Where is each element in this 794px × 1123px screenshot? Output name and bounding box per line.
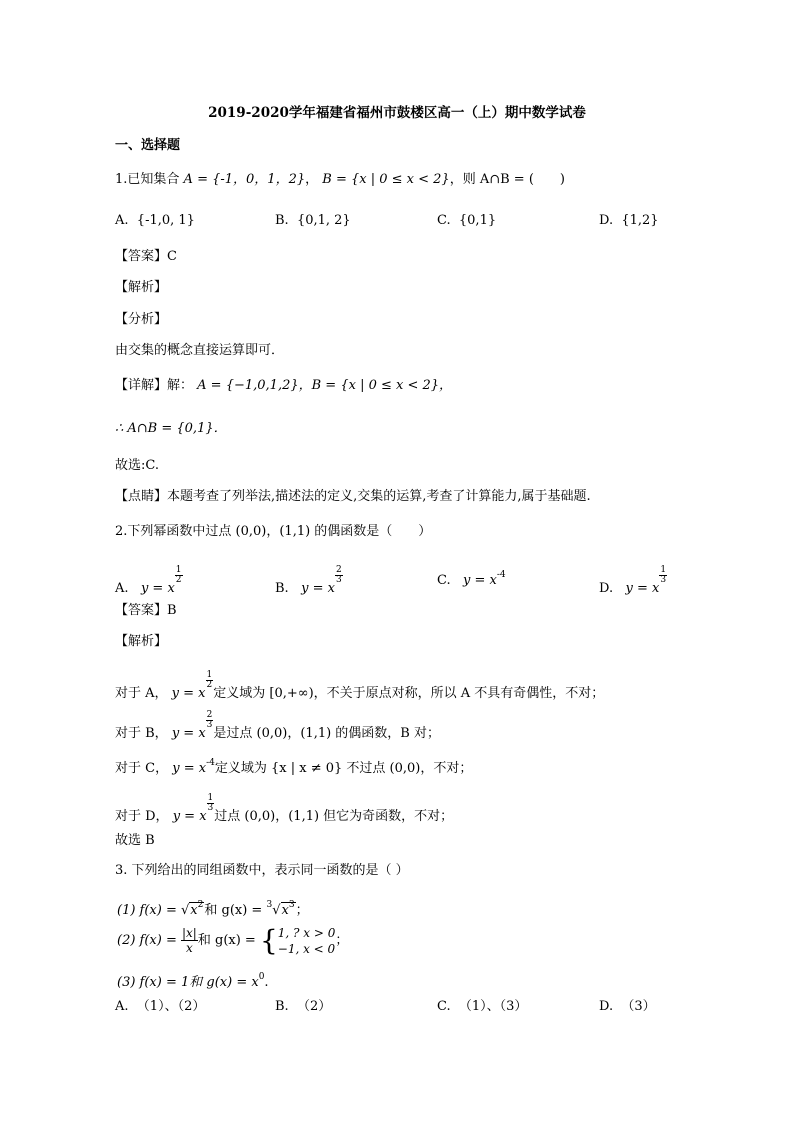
q2-analysis-line: 对于 B， y = x $\frac{2}{3}$ 是过点 (0,0)，(1,1) 的偶函数，B 对； (115, 710, 440, 741)
q2-stem: 2.下列幂函数中过点 (0,0)，(1,1) 的偶函数是（ ） (115, 524, 432, 539)
option-label: D. (599, 213, 614, 228)
q1-option-b (275, 212, 351, 230)
q1-answer: 【答案】C (115, 249, 177, 264)
q1-option-c (437, 212, 496, 230)
option-label: A. (115, 999, 129, 1014)
option-label: B. (275, 581, 289, 596)
exponent-fraction: $\frac{2}{3}$ (206, 710, 213, 730)
q3-item-1: (1) $f(x) = √x^2$和 $g(x) = ^3√x^3$； (117, 900, 309, 918)
option-label: A. (115, 581, 129, 596)
exponent-fraction: $\frac{1}{3}$ (660, 565, 667, 585)
exponent-fraction: $\frac{1}{3}$ (207, 793, 214, 813)
page-title: 2019-2020学年福建省福州市鼓楼区高一（上）期中数学试卷 (208, 105, 586, 121)
option-label: B. (275, 999, 289, 1014)
q3-option-d (599, 998, 656, 1016)
option-text: （1）、（3） (458, 999, 528, 1014)
q1-set-a: A = {-1，0，1，2} (183, 172, 306, 187)
q2-jiexi-heading: 【解析】 (115, 634, 168, 649)
q1-fenxi-text: 由交集的概念直接运算即可． (115, 343, 285, 358)
option-label: C. (437, 573, 451, 588)
q1-detail-prefix: 【详解】解： (115, 378, 194, 393)
fraction: $\frac{|x|}{x}$ (182, 926, 197, 955)
exponent-fraction: $\frac{1}{2}$ (175, 565, 182, 585)
option-text: （1）、（2） (136, 999, 206, 1014)
q1-detail-sets: A = {−1,0,1,2}，B = {x | 0 ≤ x < 2}， (197, 378, 453, 393)
option-text: （2） (296, 999, 332, 1014)
q3-option-b (275, 998, 331, 1016)
option-label: C. (437, 999, 451, 1014)
q1-conclusion: 故选:C. (115, 458, 159, 473)
exponent-fraction: $\frac{1}{2}$ (206, 670, 213, 690)
q1-jiexi-heading: 【解析】 (115, 280, 168, 295)
q2-option-b (275, 566, 343, 598)
piecewise-cases: 1, ? x > 0 −1, x < 0 (277, 925, 336, 956)
q1-option-a (115, 212, 195, 230)
cube-root-symbol: √ (272, 903, 281, 918)
option-formula: y = x (301, 581, 335, 596)
q2-option-a (115, 566, 183, 598)
q1-stem (115, 171, 565, 189)
q1-fenxi-heading: 【分析】 (115, 312, 168, 327)
q2-analysis-line: 对于 A， y = x $\frac{1}{2}$ 定义域为 [0,+∞)，不关于原点对称，所以 A 不具有奇偶性，不对； (115, 670, 605, 701)
q1-detail (115, 377, 452, 395)
q3-stem: 3. 下列给出的同组函数中，表示同一函数的是（ ） (115, 863, 409, 878)
option-text: {0,1, 2} (296, 213, 351, 228)
q2-option-c (437, 566, 506, 590)
option-text: {1,2} (621, 213, 659, 228)
q3-item-2: (2) f(x) = $\frac{|x|}{x}$ 和 g(x) = { 1, ? x > 0 −1, x < 0 ； (117, 923, 349, 957)
q3-option-a (115, 998, 205, 1016)
q1-therefore: ∴ A∩B = {0,1}． (115, 421, 227, 436)
option-label: D. (599, 581, 614, 596)
option-label: C. (437, 213, 451, 228)
q1-option-d (599, 212, 659, 230)
q2-answer: 【答案】B (115, 603, 177, 618)
section-heading: 一、选择题 (115, 138, 181, 153)
q3-option-c (437, 998, 527, 1016)
q1-set-b: B = {x | 0 ≤ x < 2} (322, 172, 450, 187)
q1-stem-tail: ，则 A∩B = ( ) (449, 172, 565, 187)
option-text: {-1,0, 1} (136, 213, 195, 228)
exponent: -4 (496, 570, 506, 580)
option-label: A. (115, 213, 129, 228)
q1-comment: 【点睛】本题考查了列举法,描述法的定义,交集的运算,考查了计算能力,属于基础题. (115, 489, 591, 504)
q1-stem-mid: ， (305, 172, 319, 187)
option-formula: y = x (463, 573, 497, 588)
q2-analysis-line: 对于 D， y = x $\frac{1}{3}$ 过点 (0,0)，(1,1) 但它为奇函数，不对； (115, 793, 454, 824)
q3-item-3: (3) f(x) = 1和 $g(x) = x^0$. (117, 972, 269, 990)
sqrt-symbol: √ (181, 903, 190, 918)
q2-analysis-line: 对于 C， $y = x^{-4}$定义域为 {x | x ≠ 0} 不过点 (0,0)，不对； (115, 758, 473, 776)
q2-conclusion: 故选 B (115, 833, 155, 848)
option-formula: y = x (625, 581, 660, 596)
q2-option-d (599, 566, 667, 598)
option-text: （3） (621, 999, 656, 1014)
exponent-fraction: $\frac{2}{3}$ (335, 565, 342, 585)
option-label: B. (275, 213, 289, 228)
option-formula: y = x (140, 581, 175, 596)
q1-stem-prefix: 1.已知集合 (115, 172, 180, 187)
option-text: {0,1} (458, 213, 497, 228)
option-label: D. (599, 999, 614, 1014)
